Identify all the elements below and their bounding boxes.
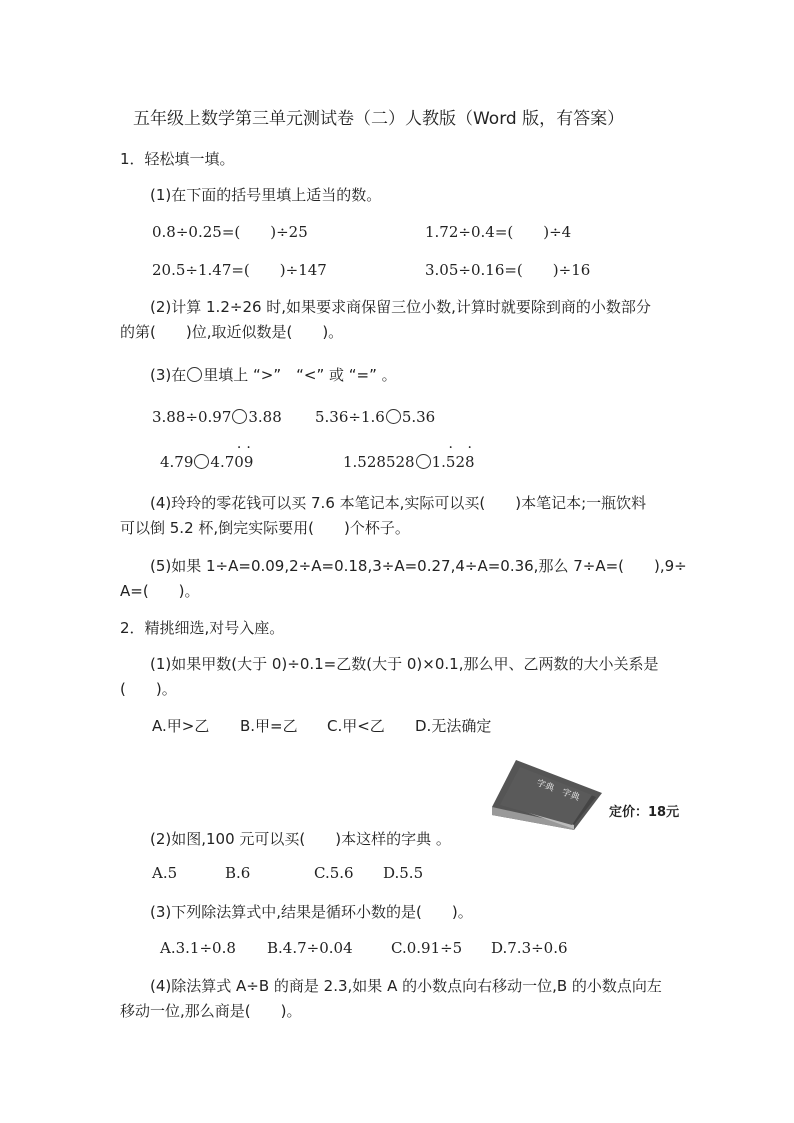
option: A.甲>乙	[152, 717, 210, 735]
compare-right: 3.88	[248, 408, 282, 426]
circle-icon	[187, 367, 202, 382]
q1-1-expr: 20.5÷1.47=( )÷147	[152, 261, 327, 279]
option: C.0.91÷5	[391, 939, 463, 957]
q2-4-line1: (4)除法算式 A÷B 的商是 2.3,如果 A 的小数点向右移动一位,B 的小数点向左	[150, 977, 662, 995]
q1-1-expr: 3.05÷0.16=( )÷16	[425, 261, 591, 279]
q2-1-line2: ( )。	[120, 680, 177, 698]
q1-3-compare	[343, 453, 475, 471]
q1-3-label	[150, 364, 397, 385]
q1-3-compare	[160, 453, 253, 471]
option: A.3.1÷0.8	[160, 939, 236, 957]
q1-5-line1: (5)如果 1÷A=0.09,2÷A=0.18,3÷A=0.27,4÷A=0.36,那么 7÷A=( ),9÷	[150, 557, 687, 575]
q1-1-expr: 1.72÷0.4=( )÷4	[425, 223, 572, 241]
q1-4-line2: 可以倒 5.2 杯,倒完实际要用( )个杯子。	[120, 519, 410, 537]
circle-icon	[194, 454, 209, 469]
option: C.甲<乙	[327, 717, 385, 735]
compare-left: 4.79	[160, 453, 194, 471]
dictionary-book-image	[490, 755, 605, 830]
option: A.5	[152, 864, 178, 882]
q1-1-expr: 0.8÷0.25=( )÷25	[152, 223, 308, 241]
q1-2-line1: (2)计算 1.2÷26 时,如果要求商保留三位小数,计算时就要除到商的小数部分	[150, 298, 651, 316]
q1-1-label: (1)在下面的括号里填上适当的数。	[150, 186, 382, 204]
circle-icon	[416, 454, 431, 469]
q1-3-label-post: 里填上 “>” “<” 或 “=” 。	[203, 366, 397, 384]
q2-1-line1: (1)如果甲数(大于 0)÷0.1=乙数(大于 0)×0.1,那么甲、乙两数的大小关系是	[150, 655, 659, 673]
compare-left: 3.88÷0.97	[152, 408, 232, 426]
q2-3-label: (3)下列除法算式中,结果是循环小数的是( )。	[150, 903, 473, 921]
option: D.5.5	[383, 864, 424, 882]
option: D.7.3÷0.6	[491, 939, 568, 957]
q1-2-line2: 的第( )位,取近似数是( )。	[120, 323, 344, 341]
page-title: 五年级上数学第三单元测试卷（二）人教版（Word 版，有答案）	[133, 109, 625, 129]
compare-right: 4.7· 0· 9	[210, 453, 253, 471]
circle-icon	[232, 409, 247, 424]
option: C.5.6	[314, 864, 354, 882]
q2-2-label: (2)如图,100 元可以买( )本这样的字典 。	[150, 830, 451, 848]
book-price: 定价：18元	[609, 805, 680, 820]
compare-left: 1.528528	[343, 453, 415, 471]
circle-icon	[386, 409, 401, 424]
q1-4-line1: (4)玲玲的零花钱可以买 7.6 本笔记本,实际可以买( )本笔记本;一瓶饮料	[150, 494, 647, 512]
q1-3-label-pre: (3)在	[150, 366, 187, 384]
option: D.无法确定	[415, 717, 492, 735]
book-cover-text: 字典 字典	[534, 778, 581, 804]
section-2-heading: 2．精挑细选,对号入座。	[120, 619, 285, 637]
compare-left: 5.36÷1.6	[315, 408, 385, 426]
option: B.甲=乙	[240, 717, 298, 735]
q1-5-line2: A=( )。	[120, 582, 200, 600]
q1-3-compare	[315, 408, 435, 426]
q2-4-line2: 移动一位,那么商是( )。	[120, 1002, 302, 1020]
compare-right: 5.36	[401, 408, 436, 426]
compare-right: 1.· 52· 8	[432, 453, 475, 471]
option: B.4.7÷0.04	[267, 939, 353, 957]
q1-3-compare	[152, 408, 282, 426]
option: B.6	[225, 864, 251, 882]
section-1-heading: 1．轻松填一填。	[120, 150, 235, 168]
